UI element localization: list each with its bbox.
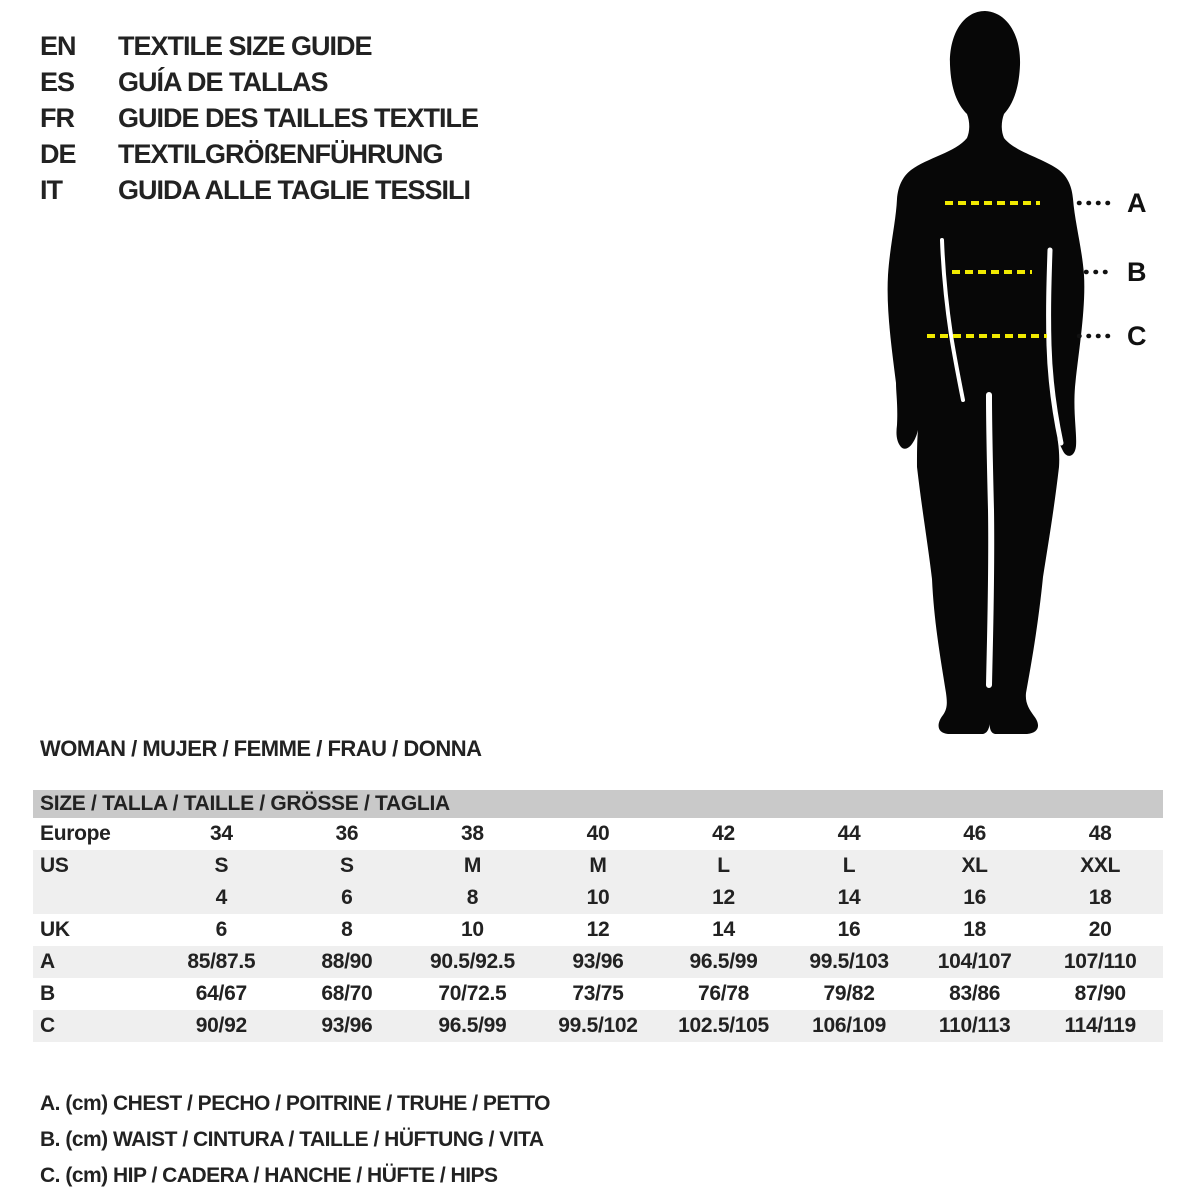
cell: 104/107 — [937, 950, 1012, 973]
cell: 114/119 — [1064, 1014, 1136, 1037]
cell: 16 — [963, 886, 986, 909]
cell: 14 — [712, 918, 735, 941]
lang-row-es — [40, 64, 478, 100]
cell: 110/113 — [938, 1014, 1011, 1037]
cell: 96.5/99 — [689, 950, 758, 973]
lang-label: TEXTILGRÖßENFÜHRUNG — [118, 139, 443, 169]
cell: 46 — [963, 822, 986, 845]
cell: 34 — [209, 822, 233, 845]
cell: 70/72.5 — [438, 982, 507, 1005]
cell: 12 — [586, 918, 610, 941]
lang-row-it — [40, 172, 478, 208]
row-label: Europe — [40, 822, 111, 845]
legend-chest: A. (cm) CHEST / PECHO / POITRINE / TRUHE / PETTO — [40, 1092, 551, 1115]
cell: M — [589, 854, 607, 877]
cell: S — [340, 854, 354, 877]
marker-label-a: A — [1127, 188, 1147, 218]
cell: 42 — [712, 822, 735, 845]
woman-silhouette — [888, 11, 1085, 734]
size-table — [33, 790, 1163, 1042]
lang-code: ES — [40, 67, 75, 97]
legend-waist: B. (cm) WAIST / CINTURA / TAILLE / HÜFTUNG / VITA — [40, 1128, 544, 1151]
table-row-hip-c — [33, 1010, 1163, 1042]
cell: 106/109 — [812, 1014, 886, 1037]
marker-label-c: C — [1127, 321, 1147, 351]
cell: 99.5/102 — [558, 1014, 638, 1037]
lang-code: FR — [40, 103, 74, 133]
cell: L — [842, 854, 856, 877]
cell: 96.5/99 — [438, 1014, 507, 1037]
cell: 85/87.5 — [187, 950, 256, 973]
cell: 99.5/103 — [809, 950, 889, 973]
measurement-figure — [855, 5, 1200, 740]
lang-code: EN — [40, 31, 76, 61]
cell: 44 — [837, 822, 861, 845]
cell: 107/110 — [1063, 950, 1137, 973]
row-label: UK — [40, 918, 70, 941]
cell: 90/92 — [195, 1014, 247, 1037]
cell: 36 — [335, 822, 359, 845]
lang-code: DE — [40, 139, 76, 169]
size-table-header-row — [33, 790, 1163, 818]
table-row-us-letters — [33, 850, 1163, 882]
measurement-legend — [40, 1086, 550, 1194]
lang-label: GUIDA ALLE TAGLIE TESSILI — [118, 175, 470, 205]
table-row-uk — [33, 914, 1163, 946]
leg-gap — [989, 395, 991, 685]
row-label — [33, 882, 159, 914]
cell: 8 — [341, 918, 353, 941]
cell: 68/70 — [321, 982, 373, 1005]
table-row-chest-a — [33, 946, 1163, 978]
row-label: B — [40, 982, 55, 1005]
table-row-europe — [33, 818, 1163, 850]
lang-code: IT — [40, 175, 62, 205]
cell: 12 — [712, 886, 735, 909]
cell: 90.5/92.5 — [429, 950, 515, 973]
lang-label: GUIDE DES TAILLES TEXTILE — [118, 103, 479, 133]
cell: 93/96 — [572, 950, 624, 973]
row-label: A — [40, 950, 55, 973]
cell: 4 — [215, 886, 228, 909]
cell: 6 — [215, 918, 228, 941]
cell: 6 — [341, 886, 353, 909]
cell: 10 — [461, 918, 484, 941]
lang-row-fr — [40, 100, 478, 136]
cell: 38 — [461, 822, 484, 845]
row-label: C — [40, 1014, 55, 1037]
lang-label: TEXTILE SIZE GUIDE — [118, 31, 372, 61]
table-row-us-numbers — [33, 882, 1163, 914]
size-table-header: SIZE / TALLA / TAILLE / GRÖSSE / TAGLIA — [33, 790, 1163, 818]
cell: 10 — [586, 886, 610, 909]
cell: XL — [961, 854, 988, 877]
marker-label-b: B — [1127, 257, 1147, 287]
cell: L — [717, 854, 730, 877]
cell: 18 — [1088, 886, 1112, 909]
woman-silhouette-figure — [855, 5, 1200, 740]
cell: 64/67 — [195, 982, 247, 1005]
cell: 87/90 — [1074, 982, 1126, 1005]
row-label: US — [40, 854, 69, 877]
cell: 48 — [1088, 822, 1112, 845]
cell: 88/90 — [321, 950, 373, 973]
cell: 73/75 — [572, 982, 624, 1005]
cell: 16 — [837, 918, 861, 941]
cell: 40 — [586, 822, 610, 845]
cell: 102.5/105 — [678, 1014, 769, 1037]
cell: 83/86 — [949, 982, 1001, 1005]
table-row-waist-b — [33, 978, 1163, 1010]
language-list — [40, 28, 478, 208]
cell: S — [214, 854, 229, 877]
legend-hip: C. (cm) HIP / CADERA / HANCHE / HÜFTE / HIPS — [40, 1164, 498, 1187]
cell: 93/96 — [321, 1014, 373, 1037]
cell: 8 — [466, 886, 479, 909]
cell: 20 — [1088, 918, 1112, 941]
lang-row-de — [40, 136, 478, 172]
cell: 18 — [963, 918, 986, 941]
cell: 76/78 — [697, 982, 750, 1005]
cell: M — [463, 854, 482, 877]
cell: 14 — [837, 886, 861, 909]
cell: XXL — [1080, 854, 1121, 877]
cell: 79/82 — [823, 982, 875, 1005]
section-title: WOMAN / MUJER / FEMME / FRAU / DONNA — [40, 736, 482, 761]
lang-label: GUÍA DE TALLAS — [118, 67, 328, 97]
lang-row-en — [40, 28, 478, 64]
